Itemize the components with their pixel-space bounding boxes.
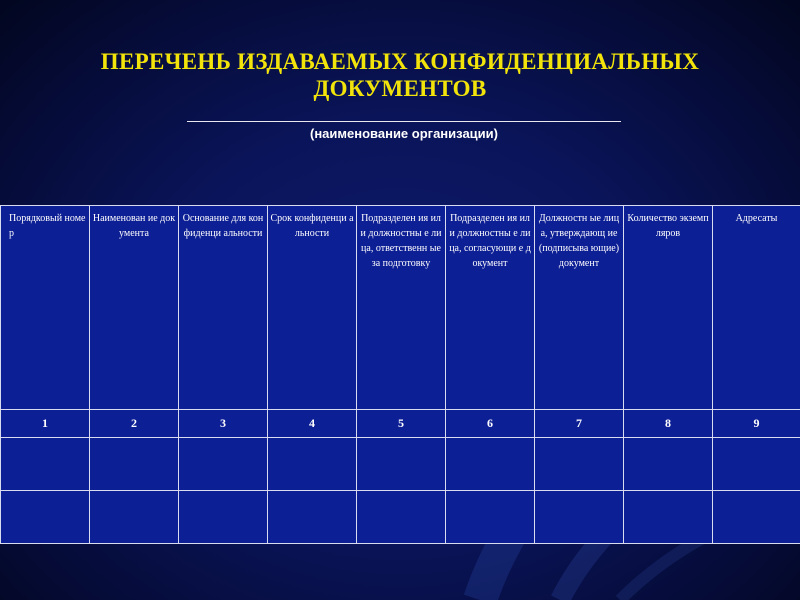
table-cell	[624, 491, 713, 544]
table-header-row	[1, 206, 800, 410]
header-cell-order-number: Порядковый номер	[1, 206, 90, 410]
table-cell	[713, 438, 800, 491]
table-cell	[268, 438, 357, 491]
table-cell	[535, 491, 624, 544]
column-number-cell: 6	[446, 410, 535, 438]
header-cell-copies-count: Количество экземпляров	[624, 206, 713, 410]
column-number-cell: 9	[713, 410, 800, 438]
column-number-cell: 1	[1, 410, 90, 438]
table-cell	[357, 491, 446, 544]
table-cell	[446, 438, 535, 491]
column-number-row	[1, 410, 800, 438]
table-cell	[446, 491, 535, 544]
table-cell	[624, 438, 713, 491]
table-row	[1, 438, 800, 491]
table-cell	[357, 438, 446, 491]
table-cell	[535, 438, 624, 491]
column-number-cell: 8	[624, 410, 713, 438]
header-cell-signing-officials: Должностн ые лица, утверждающ ие (подписыва ющие) документ	[535, 206, 624, 410]
header-cell-addressees: Адресаты	[713, 206, 800, 410]
header-cell-confidentiality-basis: Основание для конфиденци альности	[179, 206, 268, 410]
column-number-cell: 4	[268, 410, 357, 438]
header-cell-confidentiality-term: Срок конфиденци альности	[268, 206, 357, 410]
table-cell	[713, 491, 800, 544]
table-cell	[90, 491, 179, 544]
table-cell	[90, 438, 179, 491]
header-cell-document-name: Наименован ие документа	[90, 206, 179, 410]
title-line-1: ПЕРЕЧЕНЬ ИЗДАВАЕМЫХ КОНФИДЕНЦИАЛЬНЫХ	[100, 49, 700, 74]
documents-table	[0, 205, 800, 544]
table-cell	[1, 438, 90, 491]
column-number-cell: 3	[179, 410, 268, 438]
organization-caption: (наименование организации)	[310, 126, 498, 141]
table-cell	[179, 491, 268, 544]
column-number-cell: 5	[357, 410, 446, 438]
header-cell-approving-departments: Подразделен ия или должностны е лица, согласующи е документ	[446, 206, 535, 410]
column-number-cell: 7	[535, 410, 624, 438]
header-cell-responsible-preparation: Подразделен ия или должностны е лица, ответственн ые за подготовку	[357, 206, 446, 410]
title-line-2: ДОКУМЕНТОВ	[313, 76, 487, 101]
organization-underline	[187, 121, 621, 122]
page-title	[0, 48, 800, 102]
table-cell	[268, 491, 357, 544]
table-cell	[1, 491, 90, 544]
table-row	[1, 491, 800, 544]
column-number-cell: 2	[90, 410, 179, 438]
table-cell	[179, 438, 268, 491]
